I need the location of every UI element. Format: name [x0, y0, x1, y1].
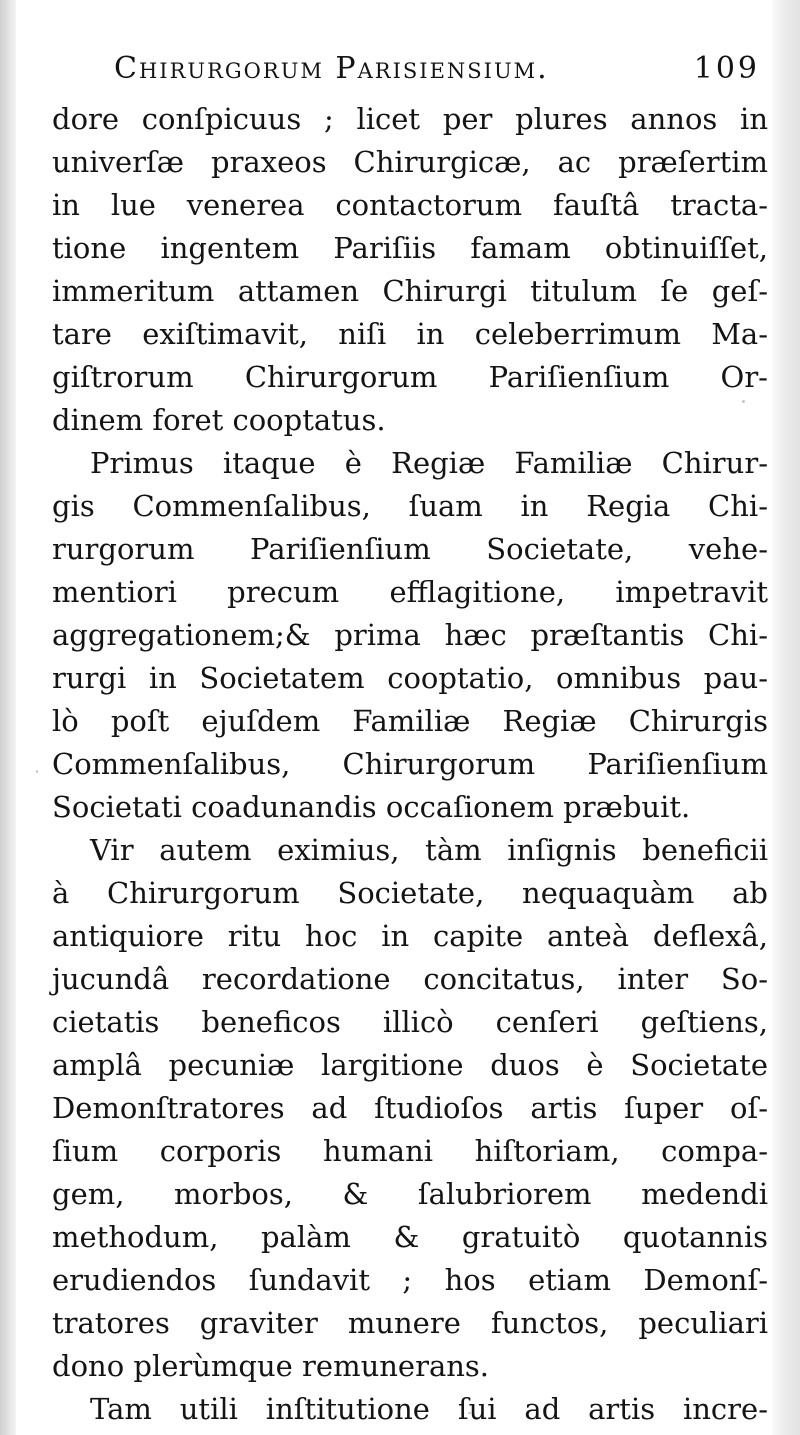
- text-line: tione ingentem Pariſiis famam obtinuiſſet,: [52, 231, 768, 265]
- text-line: mentiori precum efflagitione, impetravit: [52, 575, 768, 609]
- text-line: tratores graviter munere functos, peculiari: [52, 1306, 768, 1340]
- page-edge-right: [772, 0, 800, 1435]
- page-gutter-left: [0, 0, 16, 1435]
- text-line: amplâ pecuniæ largitione duos è Societate: [52, 1048, 768, 1082]
- text-line: dinem foret cooptatus.: [52, 403, 386, 437]
- page-text-block: [52, 40, 768, 1431]
- text-line: gis Commenſalibus, ſuam in Regia Chi-: [52, 489, 768, 523]
- text-line: dono plerùmque remunerans.: [52, 1349, 490, 1383]
- paper-speck: [742, 400, 745, 403]
- text-line: cietatis beneficos illicò cenſeri geſtiens,: [52, 1005, 768, 1039]
- running-head: [52, 40, 768, 98]
- paper-speck: [468, 1412, 471, 1414]
- running-head-title: Chirurgorum Parisiensium.: [114, 51, 549, 86]
- text-line: lò poſt ejuſdem Familiæ Regiæ Chirurgis: [52, 704, 768, 738]
- text-line: jucundâ recordatione concitatus, inter So-: [52, 962, 768, 996]
- paragraph-1: [52, 98, 768, 442]
- text-line: dore conſpicuus ; licet per plures annos in: [52, 102, 768, 136]
- text-line: Commenſalibus, Chirurgorum Pariſienſium: [52, 747, 768, 781]
- text-line: giſtrorum Chirurgorum Pariſienſium Or-: [52, 360, 768, 394]
- text-line: rurgi in Societatem cooptatio, omnibus pau-: [52, 661, 768, 695]
- paragraph-2: [52, 442, 768, 829]
- text-line: erudiendos ſundavit ; hos etiam Demonſ-: [52, 1263, 768, 1297]
- text-line: Demonſtratores ad ſtudioſos artis ſuper oſ-: [52, 1091, 768, 1125]
- text-line: à Chirurgorum Societate, nequaquàm ab: [52, 876, 768, 910]
- paper-speck: [36, 770, 38, 773]
- text-line: methodum, palàm & gratuitò quotannis: [52, 1220, 768, 1254]
- text-line: rurgorum Pariſienſium Societate, vehe-: [52, 532, 768, 566]
- text-line: immeritum attamen Chirurgi titulum ſe geſ-: [52, 274, 768, 308]
- text-line: gem, morbos, & ſalubriorem medendi: [52, 1177, 768, 1211]
- text-line: Vir autem eximius, tàm inſignis beneficii: [90, 833, 768, 867]
- text-line: Societati coadunandis occaſionem præbuit.: [52, 790, 691, 824]
- paragraph-3: [52, 829, 768, 1388]
- text-line: antiquiore ritu hoc in capite anteà deflexâ,: [52, 919, 768, 953]
- text-line: univerſæ praxeos Chirurgicæ, ac præſertim: [52, 145, 768, 179]
- text-line: ſium corporis humani hiſtoriam, compa-: [52, 1134, 768, 1168]
- text-line: in lue venerea contactorum fauſtâ tracta-: [52, 188, 768, 222]
- text-line: tare exiſtimavit, niſi in celeberrimum Ma-: [52, 317, 768, 351]
- text-line: Primus itaque è Regiæ Familiæ Chirur-: [90, 446, 768, 480]
- text-line: Tam utili inſtitutione ſui ad artis incre-: [90, 1392, 768, 1426]
- page-number: 109: [693, 51, 760, 86]
- paragraph-4: [52, 1388, 768, 1431]
- text-line: aggregationem;& prima hæc præſtantis Chi-: [52, 618, 768, 652]
